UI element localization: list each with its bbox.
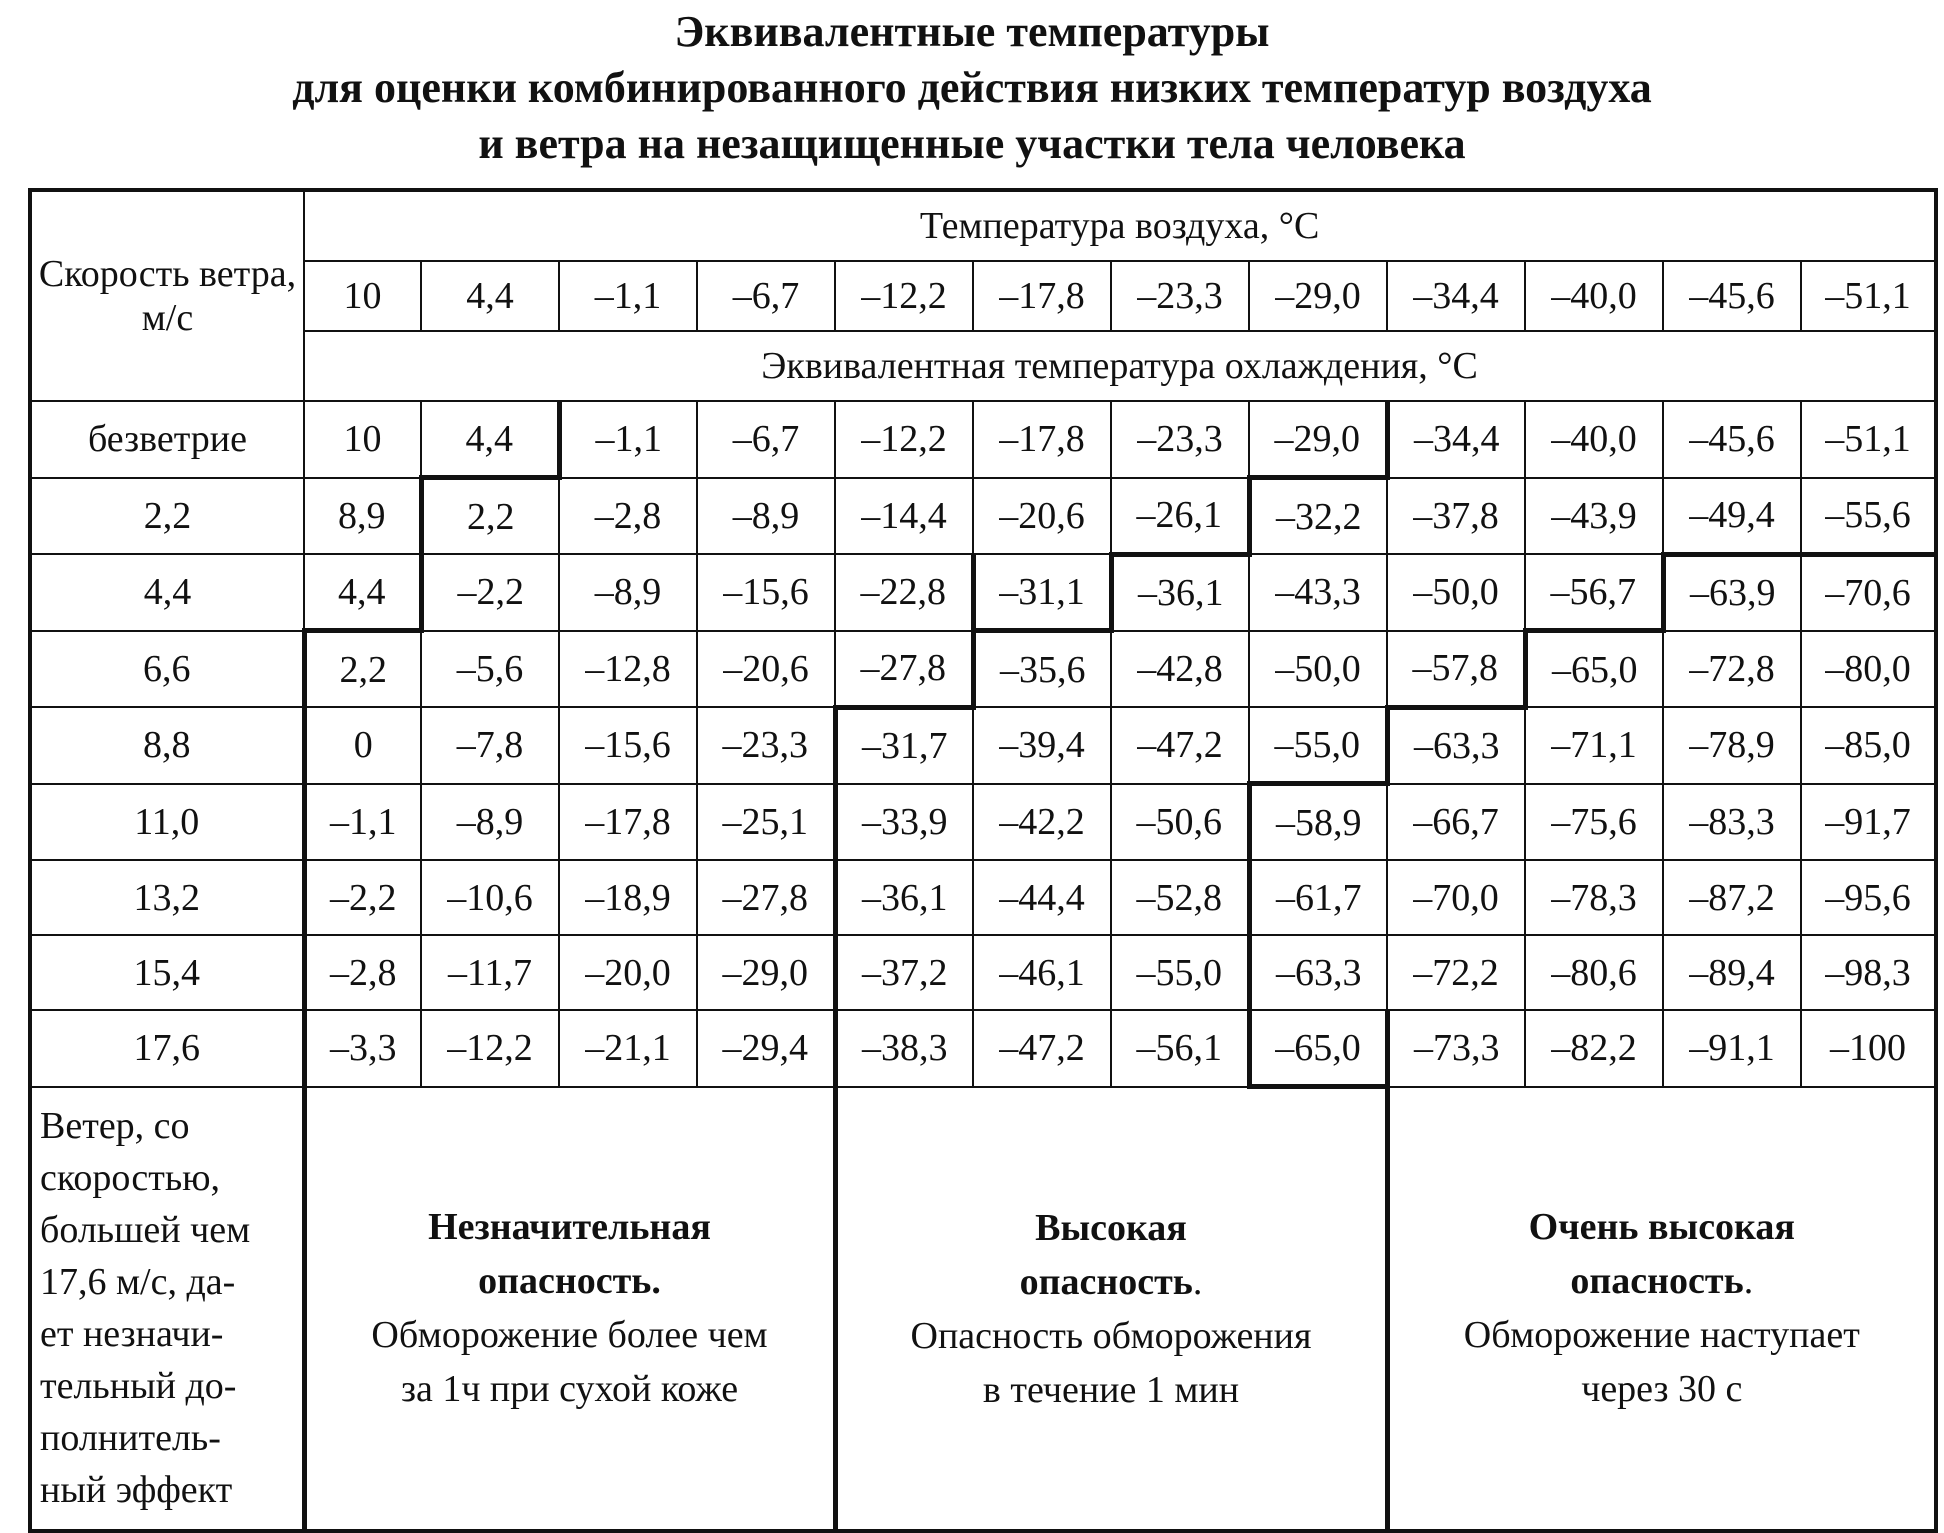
value-cell: –27,8: [835, 631, 973, 708]
value-cell: –100: [1801, 1010, 1936, 1087]
zone-title-line-1: Очень высокая: [1528, 1206, 1795, 1249]
header-row-equivalent: [30, 331, 1936, 401]
value-cell: –2,8: [304, 935, 421, 1010]
value-cell: –10,6: [421, 860, 559, 935]
value-cell: –7,8: [421, 707, 559, 784]
wind-speed-cell: 17,6: [30, 1010, 304, 1087]
value-cell: –63,9: [1663, 554, 1801, 631]
note-line: 17,6 м/с, да-: [40, 1261, 236, 1304]
wind-speed-cell: 4,4: [30, 554, 304, 631]
value-cell: –71,1: [1525, 707, 1663, 784]
value-cell: –61,7: [1249, 860, 1387, 935]
note-line: тельный до-: [40, 1365, 237, 1408]
value-cell: –72,2: [1387, 935, 1525, 1010]
title-line-2: для оценки комбинированного действия низких температур воздуха: [292, 63, 1652, 112]
value-cell: –63,3: [1249, 935, 1387, 1010]
value-cell: –66,7: [1387, 784, 1525, 861]
air-temp-cell: –51,1: [1801, 261, 1936, 331]
value-cell: –12,8: [559, 631, 697, 708]
zone-very-high-danger: [1387, 1087, 1936, 1532]
value-cell: –1,1: [559, 401, 697, 478]
note-line: скоростью,: [40, 1157, 221, 1200]
value-cell: –20,6: [973, 478, 1111, 555]
value-cell: –78,3: [1525, 860, 1663, 935]
value-cell: –50,0: [1249, 631, 1387, 708]
value-cell: –29,0: [1249, 401, 1387, 478]
zone-title-line-2: [1402, 1254, 1923, 1308]
value-cell: –31,1: [973, 554, 1111, 631]
value-cell: –25,1: [697, 784, 835, 861]
value-cell: –65,0: [1249, 1010, 1387, 1087]
value-cell: 2,2: [304, 631, 421, 708]
zone-title-line-1: Незначительная: [428, 1206, 711, 1249]
zone-title-word: опасность: [1570, 1260, 1744, 1303]
wind-speed-cell: 6,6: [30, 631, 304, 708]
value-cell: –40,0: [1525, 401, 1663, 478]
value-cell: –78,9: [1663, 707, 1801, 784]
zone-high-danger: [835, 1087, 1387, 1532]
title-line-3: и ветра на незащищенные участки тела человека: [478, 119, 1466, 168]
note-line: ет незначи-: [40, 1313, 224, 1356]
value-cell: –18,9: [559, 860, 697, 935]
value-cell: –2,8: [559, 478, 697, 555]
air-temp-cell: –40,0: [1525, 261, 1663, 331]
value-cell: –55,6: [1801, 478, 1936, 555]
air-temp-cell: –45,6: [1663, 261, 1801, 331]
title-line-1: Эквивалентные температуры: [674, 7, 1270, 56]
value-cell: –6,7: [697, 401, 835, 478]
table-row: [30, 478, 1936, 555]
table-row: [30, 631, 1936, 708]
air-temp-cell: –6,7: [697, 261, 835, 331]
air-temperature-header: Температура воздуха, °С: [304, 190, 1936, 261]
value-cell: 8,9: [304, 478, 421, 555]
table-row: [30, 860, 1936, 935]
value-cell: –2,2: [304, 860, 421, 935]
value-cell: 0: [304, 707, 421, 784]
table-row: [30, 707, 1936, 784]
value-cell: –80,0: [1801, 631, 1936, 708]
value-cell: –12,2: [421, 1010, 559, 1087]
value-cell: –75,6: [1525, 784, 1663, 861]
value-cell: –58,9: [1249, 784, 1387, 861]
wind-speed-cell: 11,0: [30, 784, 304, 861]
zone-desc-line-2: через 30 с: [1581, 1368, 1743, 1411]
value-cell: –63,3: [1387, 707, 1525, 784]
value-cell: –83,3: [1663, 784, 1801, 861]
value-cell: –29,0: [697, 935, 835, 1010]
value-cell: –29,4: [697, 1010, 835, 1087]
value-cell: –47,2: [1111, 707, 1249, 784]
air-temp-cell: 10: [304, 261, 421, 331]
value-cell: –80,6: [1525, 935, 1663, 1010]
wind-speed-cell: 15,4: [30, 935, 304, 1010]
wind-speed-cell: 2,2: [30, 478, 304, 555]
value-cell: –17,8: [973, 401, 1111, 478]
value-cell: –36,1: [835, 860, 973, 935]
note-line: ный эффект: [40, 1469, 233, 1512]
value-cell: –43,9: [1525, 478, 1663, 555]
air-temp-cell: –1,1: [559, 261, 697, 331]
value-cell: –55,0: [1111, 935, 1249, 1010]
value-cell: –21,1: [559, 1010, 697, 1087]
value-cell: –32,2: [1249, 478, 1387, 555]
value-cell: –15,6: [697, 554, 835, 631]
value-cell: –91,1: [1663, 1010, 1801, 1087]
value-cell: 4,4: [304, 554, 421, 631]
table-row: [30, 1010, 1936, 1087]
table-row: [30, 784, 1936, 861]
value-cell: –35,6: [973, 631, 1111, 708]
value-cell: –37,8: [1387, 478, 1525, 555]
wind-note: [30, 1087, 304, 1532]
zone-title-line-2: опасность.: [478, 1260, 661, 1303]
zone-title-word: опасность: [1019, 1261, 1193, 1303]
value-cell: 2,2: [421, 478, 559, 555]
table-row: [30, 554, 1936, 631]
value-cell: –31,7: [835, 707, 973, 784]
zone-desc-line-1: Обморожение наступает: [1463, 1314, 1860, 1357]
value-cell: –5,6: [421, 631, 559, 708]
air-temp-cell: –34,4: [1387, 261, 1525, 331]
value-cell: –23,3: [697, 707, 835, 784]
value-cell: –45,6: [1663, 401, 1801, 478]
value-cell: –42,2: [973, 784, 1111, 861]
wind-speed-header: Скорость ветра, м/с: [30, 190, 304, 401]
value-cell: –8,9: [559, 554, 697, 631]
value-cell: –91,7: [1801, 784, 1936, 861]
air-temp-cell: –17,8: [973, 261, 1111, 331]
value-cell: –26,1: [1111, 478, 1249, 555]
value-cell: –2,2: [421, 554, 559, 631]
value-cell: –47,2: [973, 1010, 1111, 1087]
value-cell: –51,1: [1801, 401, 1936, 478]
table-row: [30, 401, 1936, 478]
value-cell: 10: [304, 401, 421, 478]
value-cell: –14,4: [835, 478, 973, 555]
value-cell: –87,2: [1663, 860, 1801, 935]
air-temp-cell: –23,3: [1111, 261, 1249, 331]
zone-title-line-2: [850, 1255, 1373, 1309]
value-cell: –52,8: [1111, 860, 1249, 935]
value-cell: –39,4: [973, 707, 1111, 784]
page-title: [0, 4, 1944, 172]
value-cell: –17,8: [559, 784, 697, 861]
air-temperature-values-row: [30, 261, 1936, 331]
value-cell: –27,8: [697, 860, 835, 935]
air-temp-cell: –29,0: [1249, 261, 1387, 331]
value-cell: –38,3: [835, 1010, 973, 1087]
zone-desc-line-1: Опасность обморожения: [910, 1315, 1312, 1357]
value-cell: –33,9: [835, 784, 973, 861]
value-cell: –42,8: [1111, 631, 1249, 708]
header-row-air-temperature: [30, 190, 1936, 261]
value-cell: –73,3: [1387, 1010, 1525, 1087]
value-cell: –50,0: [1387, 554, 1525, 631]
value-cell: –3,3: [304, 1010, 421, 1087]
value-cell: –15,6: [559, 707, 697, 784]
zone-title-suffix: .: [1192, 1261, 1203, 1303]
note-line: большей чем: [40, 1209, 251, 1252]
value-cell: –46,1: [973, 935, 1111, 1010]
danger-zones-row: [30, 1087, 1936, 1532]
zone-desc-line-1: Обморожение более чем: [371, 1314, 768, 1357]
value-cell: 4,4: [421, 401, 559, 478]
zone-low-danger: [304, 1087, 835, 1532]
value-cell: –49,4: [1663, 478, 1801, 555]
value-cell: –23,3: [1111, 401, 1249, 478]
zone-title-suffix: .: [1743, 1260, 1754, 1303]
value-cell: –20,6: [697, 631, 835, 708]
value-cell: –85,0: [1801, 707, 1936, 784]
value-cell: –56,7: [1525, 554, 1663, 631]
value-cell: –44,4: [973, 860, 1111, 935]
value-cell: –72,8: [1663, 631, 1801, 708]
value-cell: –70,6: [1801, 554, 1936, 631]
equivalent-temperature-header: Эквивалентная температура охлаждения, °С: [304, 331, 1936, 401]
value-cell: –82,2: [1525, 1010, 1663, 1087]
air-temp-cell: 4,4: [421, 261, 559, 331]
value-cell: –34,4: [1387, 401, 1525, 478]
note-line: полнитель-: [40, 1417, 221, 1460]
value-cell: –20,0: [559, 935, 697, 1010]
value-cell: –70,0: [1387, 860, 1525, 935]
equivalent-temperature-table: [28, 188, 1938, 1533]
value-cell: –22,8: [835, 554, 973, 631]
zone-desc-line-2: в течение 1 мин: [982, 1369, 1240, 1411]
value-cell: –8,9: [697, 478, 835, 555]
value-cell: –95,6: [1801, 860, 1936, 935]
value-cell: –1,1: [304, 784, 421, 861]
value-cell: –65,0: [1525, 631, 1663, 708]
value-cell: –12,2: [835, 401, 973, 478]
value-cell: –37,2: [835, 935, 973, 1010]
value-cell: –8,9: [421, 784, 559, 861]
value-cell: –43,3: [1249, 554, 1387, 631]
value-cell: –55,0: [1249, 707, 1387, 784]
zone-title-line-1: Высокая: [1035, 1207, 1187, 1249]
value-cell: –98,3: [1801, 935, 1936, 1010]
value-cell: –36,1: [1111, 554, 1249, 631]
zone-desc-line-2: за 1ч при сухой коже: [400, 1368, 739, 1411]
value-cell: –11,7: [421, 935, 559, 1010]
air-temp-cell: –12,2: [835, 261, 973, 331]
value-cell: –89,4: [1663, 935, 1801, 1010]
value-cell: –50,6: [1111, 784, 1249, 861]
wind-speed-cell: 8,8: [30, 707, 304, 784]
value-cell: –56,1: [1111, 1010, 1249, 1087]
table-row: [30, 935, 1936, 1010]
value-cell: –57,8: [1387, 631, 1525, 708]
wind-speed-cell: безветрие: [30, 401, 304, 478]
note-line: Ветер, со: [40, 1105, 190, 1148]
wind-speed-cell: 13,2: [30, 860, 304, 935]
